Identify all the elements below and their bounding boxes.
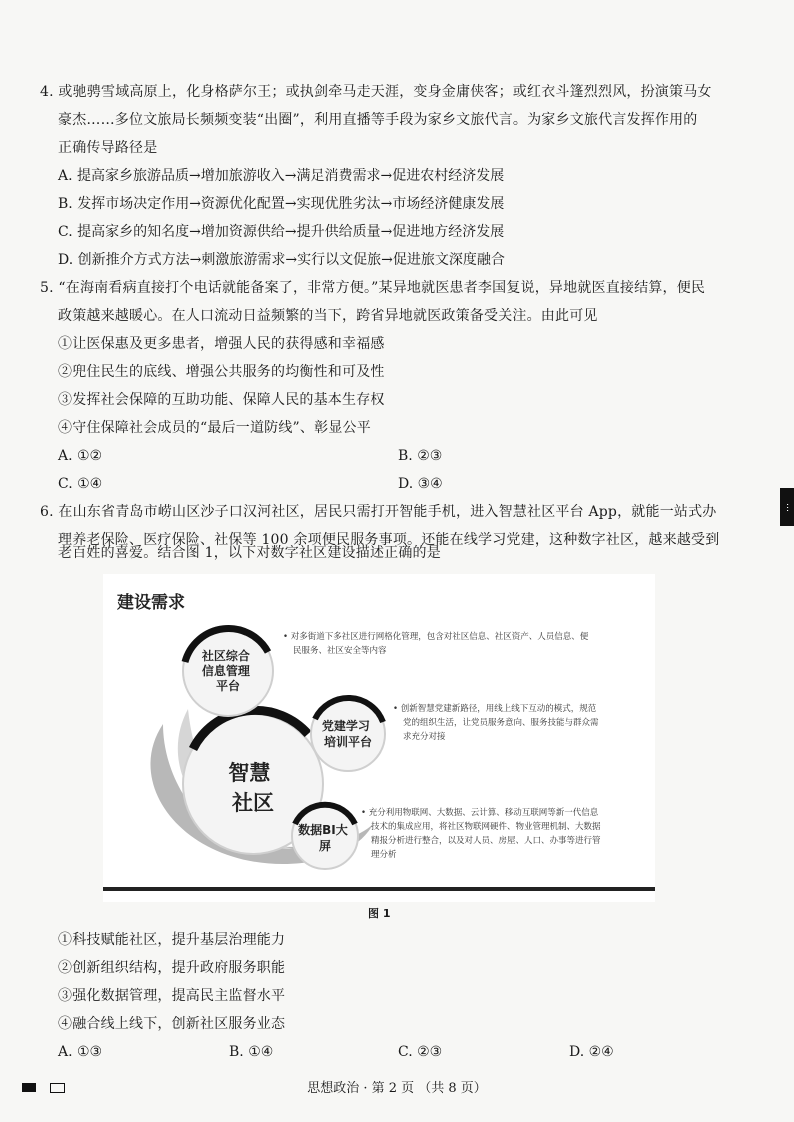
desc-bi-screen-line-4: 理分析 xyxy=(371,850,397,860)
q5-statement-3: ③发挥社会保障的互助功能、保障人民的基本生存权 xyxy=(58,392,385,408)
q4-option-a[interactable]: A. 提高家乡旅游品质→增加旅游收入→满足消费需求→促进农村经济发展 xyxy=(58,168,505,184)
bubble-party-platform-line-1: 党建学习 xyxy=(321,719,370,733)
figure-title: 建设需求 xyxy=(117,593,185,613)
q6-option-d[interactable]: D. ②④ xyxy=(569,1044,614,1060)
q5-line-1: 5. “在海南看病直接打个电话就能备案了，非常方便。”某异地就医患者李国复说，异地就医直接结算，便民 xyxy=(40,280,706,296)
q5-line-2: 政策越来越暖心。在人口流动日益频繁的当下，跨省异地就医政策备受关注。由此可见 xyxy=(58,308,598,324)
bubble-info-platform-line-2: 信息管理 xyxy=(201,664,250,678)
q6-line-2: 理养老保险、医疗保险、社保等 100 余项便民服务事项。还能在线学习党建，这种数字社区，越来越受到 xyxy=(58,532,720,548)
q6-option-b[interactable]: B. ①④ xyxy=(229,1044,274,1060)
q6-line-1: 6. 在山东省青岛市崂山区沙子口汉河社区，居民只需打开智能手机，进入智慧社区平台 App，就能一站式办 xyxy=(40,504,717,520)
side-tab: … xyxy=(780,488,794,526)
center-label-line-1: 智慧 xyxy=(228,761,271,785)
bubble-bi-screen-line-2: 屏 xyxy=(318,839,332,853)
q6-statement-3: ③强化数据管理，提高民主监督水平 xyxy=(58,988,286,1004)
desc-bi-screen-line-1: • 充分利用物联网、大数据、云计算、移动互联网等新一代信息 xyxy=(361,808,599,818)
q6-statement-1: ①科技赋能社区，提升基层治理能力 xyxy=(58,932,286,948)
desc-info-platform xyxy=(283,630,588,658)
q5-statement-4: ④守住保障社会成员的“最后一道防线”、彰显公平 xyxy=(58,420,371,436)
center-label-line-2: 社区 xyxy=(232,791,274,815)
desc-bi-screen-line-3: 精报分析进行整合，以及对人员、房屋、人口、办事等进行管 xyxy=(371,836,601,846)
q4-option-d[interactable]: D. 创新推介方式方法→刺激旅游需求→实行以文促旅→促进旅文深度融合 xyxy=(58,252,505,268)
figure-caption: 图 1 xyxy=(368,907,391,920)
q6-line-3: 老百姓的喜爱。结合图 1，以下对数字社区建设描述正确的是 xyxy=(58,545,441,561)
figure-bottom-rule xyxy=(103,887,655,891)
desc-party-platform xyxy=(393,702,599,744)
q6-statement-2: ②创新组织结构，提升政府服务职能 xyxy=(58,960,286,976)
q5-statement-2: ②兜住民生的底线、增强公共服务的均衡性和可及性 xyxy=(58,364,385,380)
q5-option-b[interactable]: B. ②③ xyxy=(398,448,443,464)
q4-line-3: 正确传导路径是 xyxy=(58,140,158,156)
q5-option-d[interactable]: D. ③④ xyxy=(398,476,443,492)
q6-option-a[interactable]: A. ①③ xyxy=(58,1044,103,1060)
desc-party-platform-line-2: 党的组织生活，让党员服务意向、服务技能与群众需 xyxy=(403,718,599,728)
q5-option-a[interactable]: A. ①② xyxy=(58,448,103,464)
bubble-info-platform-line-1: 社区综合 xyxy=(201,649,250,663)
bubble-info-platform-line-3: 平台 xyxy=(215,679,241,693)
q5-statement-1: ①让医保惠及更多患者，增强人民的获得感和幸福感 xyxy=(58,336,385,352)
q4-option-b[interactable]: B. 发挥市场决定作用→资源优化配置→实现优胜劣汰→市场经济健康发展 xyxy=(58,196,505,212)
q6-statement-4: ④融合线上线下，创新社区服务业态 xyxy=(58,1016,286,1032)
desc-bi-screen xyxy=(361,806,601,862)
bubble-bi-screen-line-1: 数据BI大 xyxy=(298,823,348,837)
q4-line-1: 4. 或驰骋雪域高原上，化身格萨尔王；或执剑牵马走天涯，变身金庸侠客；或红衣斗篷烈烈风，扮演策马女 xyxy=(40,84,712,100)
bubble-party-platform-line-2: 培训平台 xyxy=(323,735,373,749)
q5-option-c[interactable]: C. ①④ xyxy=(58,476,103,492)
figure-1 xyxy=(103,574,655,902)
desc-party-platform-line-1: • 创新智慧党建新路径，用线上线下互动的模式，规范 xyxy=(393,704,597,714)
q6-option-c[interactable]: C. ②③ xyxy=(398,1044,443,1060)
desc-info-platform-line-1: • 对多街道下多社区进行网格化管理，包含对社区信息、社区资产、人员信息、便 xyxy=(283,632,589,642)
desc-info-platform-line-2: 民服务、社区安全等内容 xyxy=(293,646,387,656)
desc-bi-screen-line-2: 技术的集成应用，将社区物联网硬件、物业管理机制、大数据 xyxy=(371,822,601,832)
q4-line-2: 豪杰……多位文旅局长频频变装“出圈”，利用直播等手段为家乡文旅代言。为家乡文旅代言发挥作用的 xyxy=(58,112,698,128)
page-footer: 思想政治 · 第 2 页 （共 8 页） xyxy=(307,1081,487,1096)
q4-option-c[interactable]: C. 提高家乡的知名度→增加资源供给→提升供给质量→促进地方经济发展 xyxy=(58,224,505,240)
desc-party-platform-line-3: 求充分对接 xyxy=(403,732,446,742)
